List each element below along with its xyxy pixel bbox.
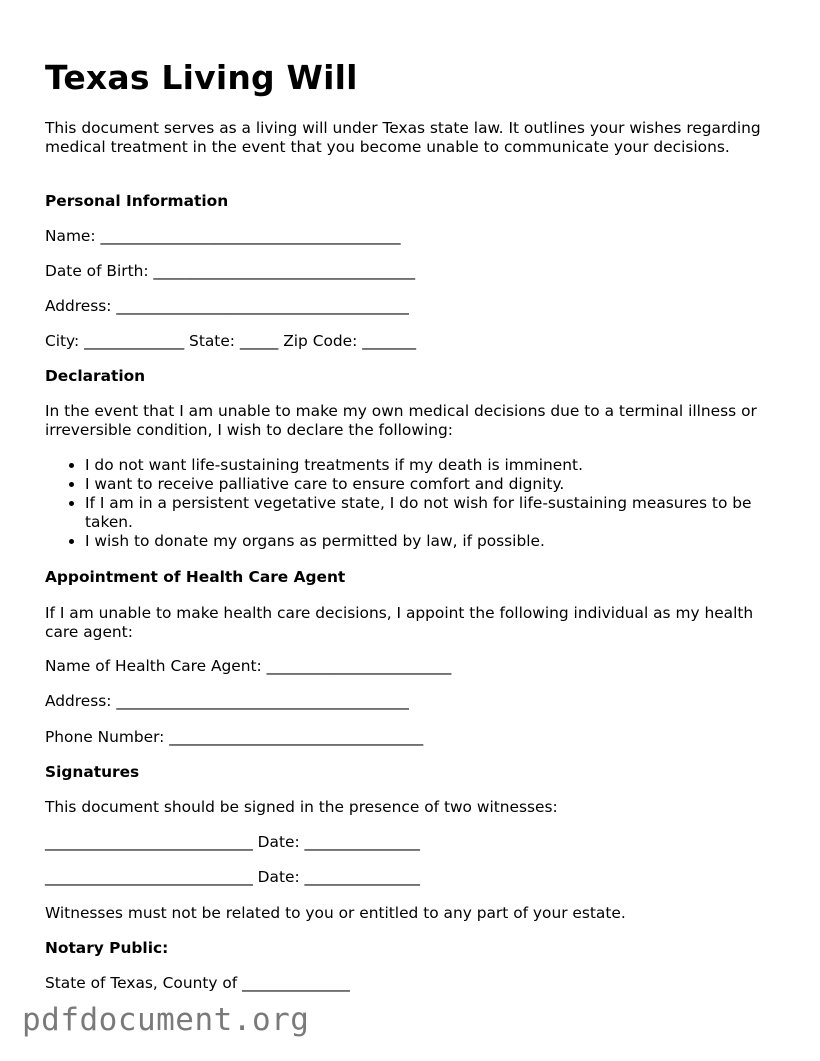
- notary-heading: Notary Public:: [45, 939, 169, 957]
- city-state-zip-field: City: _____________ State: _____ Zip Code: _______: [45, 332, 417, 350]
- signatures-heading: Signatures: [45, 763, 140, 781]
- agent-phone-field: Phone Number: _________________________________: [45, 728, 424, 746]
- agent-address-field: Address: ______________________________________: [45, 692, 409, 710]
- watermark: pdfdocument.org: [22, 1002, 310, 1038]
- list-item: • I wish to donate my organs as permitted by law, if possible.: [85, 532, 775, 551]
- agent-heading: Appointment of Health Care Agent: [45, 568, 346, 586]
- intro-paragraph: This document serves as a living will under Texas state law. It outlines your wishes regarding medical treatment in the event that you become unable to communicate your decisions.: [45, 119, 761, 156]
- witness-signature-line-1: ___________________________ Date: _______________: [45, 833, 420, 851]
- declaration-list: [45, 456, 775, 551]
- agent-name-field: Name of Health Care Agent: ________________________: [45, 657, 452, 675]
- notary-county-field: State of Texas, County of ______________: [45, 974, 350, 992]
- witness-signature-line-2: ___________________________ Date: _______________: [45, 868, 420, 886]
- declaration-heading: Declaration: [45, 367, 146, 385]
- list-item: • I do not want life-sustaining treatments if my death is imminent.: [85, 456, 775, 475]
- address-field: Address: ______________________________________: [45, 297, 409, 315]
- witness-note: Witnesses must not be related to you or entitled to any part of your estate.: [45, 904, 626, 922]
- signatures-text: This document should be signed in the presence of two witnesses:: [45, 798, 558, 816]
- list-item: • I want to receive palliative care to ensure comfort and dignity.: [85, 475, 775, 494]
- name-field: Name: _______________________________________: [45, 227, 401, 245]
- dob-field: Date of Birth: __________________________________: [45, 262, 416, 280]
- declaration-text: In the event that I am unable to make my own medical decisions due to a terminal illness or irreversible condition, I wish to declare the following:: [45, 402, 757, 439]
- agent-text: If I am unable to make health care decisions, I appoint the following individual as my health care agent:: [45, 604, 754, 641]
- document-title: Texas Living Will: [45, 58, 358, 97]
- list-item: • If I am in a persistent vegetative state, I do not wish for life-sustaining measures to be taken.: [85, 494, 775, 532]
- personal-info-heading: Personal Information: [45, 192, 229, 210]
